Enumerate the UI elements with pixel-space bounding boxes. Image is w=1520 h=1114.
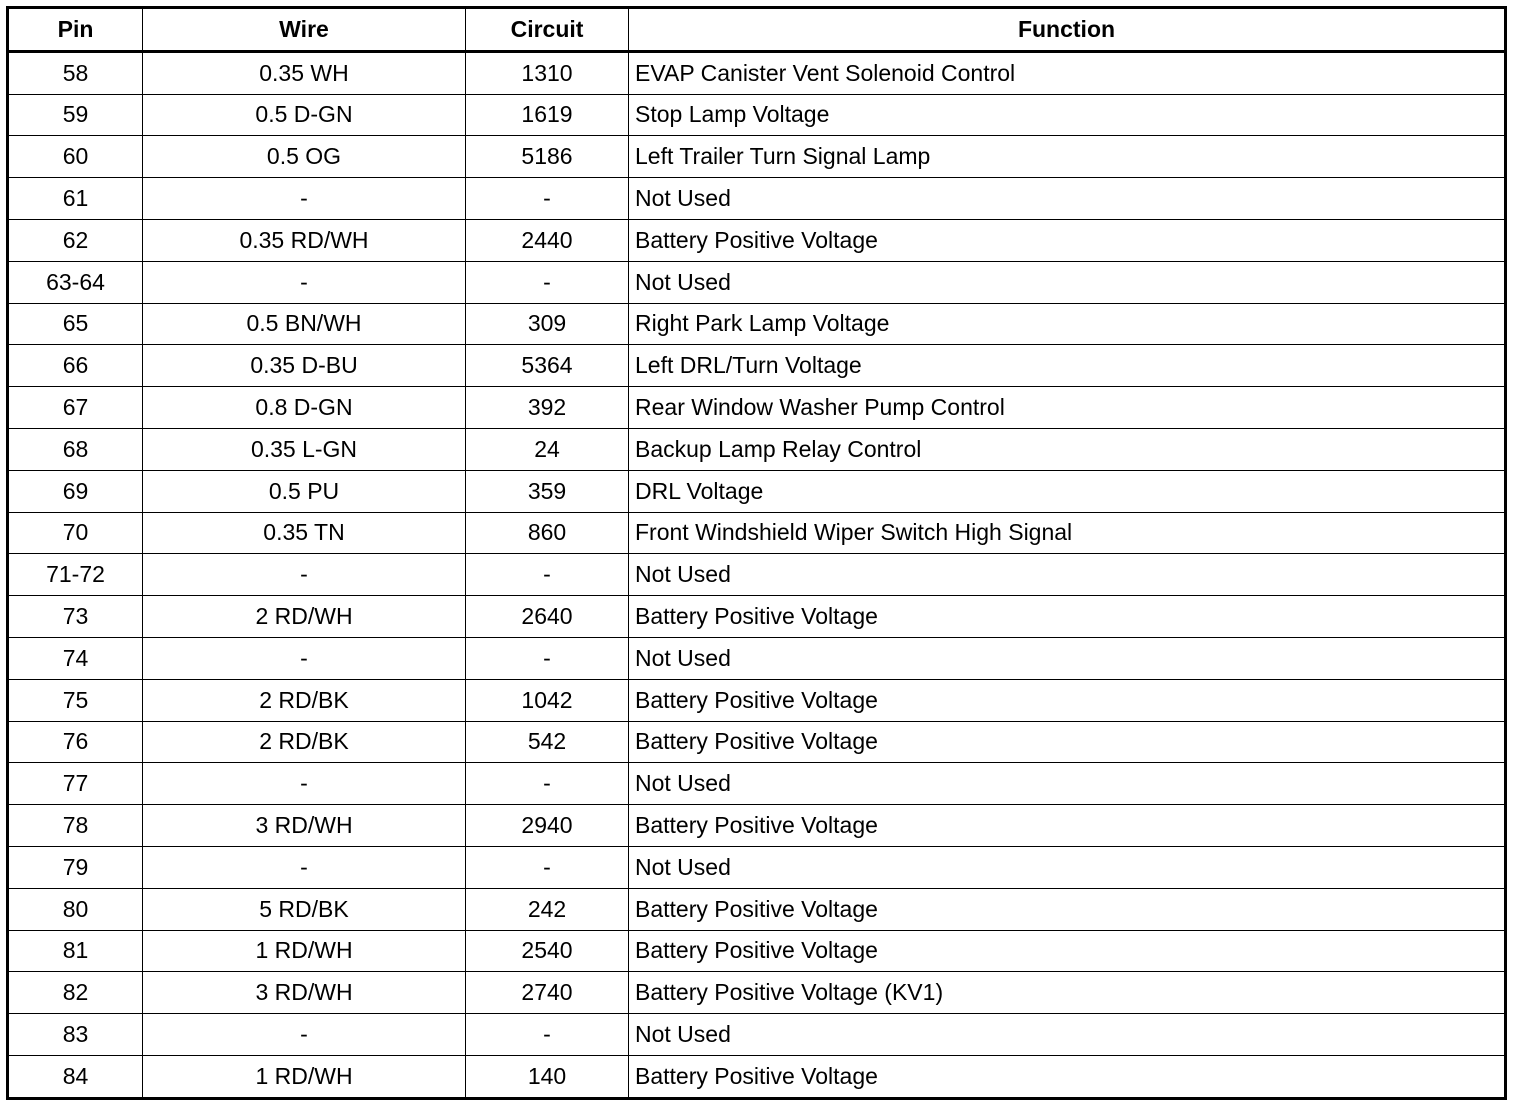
cell-function: Battery Positive Voltage	[629, 805, 1506, 847]
cell-wire: 2 RD/WH	[143, 596, 466, 638]
cell-wire: 0.35 L-GN	[143, 428, 466, 470]
table-row	[8, 1055, 1506, 1098]
cell-circuit: -	[466, 1014, 629, 1056]
cell-wire: -	[143, 261, 466, 303]
cell-pin: 77	[8, 763, 143, 805]
cell-pin: 83	[8, 1014, 143, 1056]
table-body	[8, 51, 1506, 1098]
cell-circuit: -	[466, 261, 629, 303]
table-row	[8, 930, 1506, 972]
cell-pin: 81	[8, 930, 143, 972]
cell-circuit: -	[466, 763, 629, 805]
cell-circuit: 359	[466, 470, 629, 512]
cell-circuit: 860	[466, 512, 629, 554]
header-row	[8, 8, 1506, 52]
cell-wire: -	[143, 1014, 466, 1056]
cell-pin: 84	[8, 1055, 143, 1098]
cell-wire: -	[143, 637, 466, 679]
table-row	[8, 94, 1506, 136]
cell-wire: -	[143, 846, 466, 888]
table-row	[8, 178, 1506, 220]
cell-wire: 2 RD/BK	[143, 721, 466, 763]
cell-function: Stop Lamp Voltage	[629, 94, 1506, 136]
cell-circuit: 2540	[466, 930, 629, 972]
cell-function: Battery Positive Voltage	[629, 888, 1506, 930]
table-row	[8, 345, 1506, 387]
cell-function: Not Used	[629, 554, 1506, 596]
column-header-pin: Pin	[8, 8, 143, 52]
table-row	[8, 721, 1506, 763]
table-row	[8, 1014, 1506, 1056]
table-row	[8, 51, 1506, 94]
table-row	[8, 219, 1506, 261]
cell-pin: 65	[8, 303, 143, 345]
table-row	[8, 846, 1506, 888]
cell-wire: 1 RD/WH	[143, 1055, 466, 1098]
cell-function: Not Used	[629, 1014, 1506, 1056]
cell-pin: 75	[8, 679, 143, 721]
cell-wire: 0.5 OG	[143, 136, 466, 178]
cell-pin: 61	[8, 178, 143, 220]
cell-pin: 82	[8, 972, 143, 1014]
column-header-circuit: Circuit	[466, 8, 629, 52]
cell-circuit: 24	[466, 428, 629, 470]
cell-pin: 67	[8, 387, 143, 429]
cell-pin: 58	[8, 51, 143, 94]
cell-circuit: 2640	[466, 596, 629, 638]
cell-wire: 3 RD/WH	[143, 972, 466, 1014]
table-row	[8, 763, 1506, 805]
cell-function: Battery Positive Voltage	[629, 1055, 1506, 1098]
cell-function: Backup Lamp Relay Control	[629, 428, 1506, 470]
cell-pin: 68	[8, 428, 143, 470]
cell-function: Left Trailer Turn Signal Lamp	[629, 136, 1506, 178]
cell-pin: 71-72	[8, 554, 143, 596]
cell-circuit: 2940	[466, 805, 629, 847]
cell-function: Not Used	[629, 261, 1506, 303]
cell-circuit: 140	[466, 1055, 629, 1098]
table-row	[8, 512, 1506, 554]
table-row	[8, 136, 1506, 178]
cell-circuit: 5364	[466, 345, 629, 387]
cell-circuit: 392	[466, 387, 629, 429]
cell-function: Not Used	[629, 846, 1506, 888]
cell-pin: 73	[8, 596, 143, 638]
cell-function: EVAP Canister Vent Solenoid Control	[629, 51, 1506, 94]
cell-function: Front Windshield Wiper Switch High Signal	[629, 512, 1506, 554]
cell-pin: 66	[8, 345, 143, 387]
cell-circuit: -	[466, 637, 629, 679]
cell-circuit: 542	[466, 721, 629, 763]
connector-pinout-table	[6, 6, 1507, 1100]
cell-wire: 0.5 BN/WH	[143, 303, 466, 345]
cell-wire: -	[143, 554, 466, 596]
table-row	[8, 596, 1506, 638]
cell-pin: 62	[8, 219, 143, 261]
cell-wire: -	[143, 763, 466, 805]
table-row	[8, 637, 1506, 679]
table-row	[8, 972, 1506, 1014]
cell-circuit: 5186	[466, 136, 629, 178]
cell-function: Battery Positive Voltage	[629, 219, 1506, 261]
cell-circuit: -	[466, 178, 629, 220]
cell-circuit: 1619	[466, 94, 629, 136]
cell-circuit: 2740	[466, 972, 629, 1014]
table-row	[8, 554, 1506, 596]
cell-function: Battery Positive Voltage	[629, 721, 1506, 763]
cell-function: Battery Positive Voltage	[629, 930, 1506, 972]
table-row	[8, 888, 1506, 930]
table-row	[8, 805, 1506, 847]
cell-circuit: 242	[466, 888, 629, 930]
cell-circuit: -	[466, 554, 629, 596]
cell-function: DRL Voltage	[629, 470, 1506, 512]
table-row	[8, 679, 1506, 721]
cell-pin: 80	[8, 888, 143, 930]
cell-function: Battery Positive Voltage (KV1)	[629, 972, 1506, 1014]
cell-wire: 0.5 D-GN	[143, 94, 466, 136]
table-row	[8, 428, 1506, 470]
cell-wire: 0.5 PU	[143, 470, 466, 512]
cell-function: Battery Positive Voltage	[629, 596, 1506, 638]
cell-circuit: 1310	[466, 51, 629, 94]
cell-wire: 5 RD/BK	[143, 888, 466, 930]
cell-pin: 63-64	[8, 261, 143, 303]
cell-circuit: 1042	[466, 679, 629, 721]
cell-wire: 0.35 WH	[143, 51, 466, 94]
cell-function: Not Used	[629, 763, 1506, 805]
column-header-wire: Wire	[143, 8, 466, 52]
cell-function: Left DRL/Turn Voltage	[629, 345, 1506, 387]
cell-circuit: 309	[466, 303, 629, 345]
cell-function: Battery Positive Voltage	[629, 679, 1506, 721]
cell-wire: 0.35 D-BU	[143, 345, 466, 387]
table-row	[8, 261, 1506, 303]
cell-pin: 59	[8, 94, 143, 136]
cell-function: Rear Window Washer Pump Control	[629, 387, 1506, 429]
cell-circuit: -	[466, 846, 629, 888]
cell-pin: 78	[8, 805, 143, 847]
cell-function: Not Used	[629, 637, 1506, 679]
cell-wire: 1 RD/WH	[143, 930, 466, 972]
cell-pin: 60	[8, 136, 143, 178]
cell-wire: -	[143, 178, 466, 220]
cell-circuit: 2440	[466, 219, 629, 261]
cell-pin: 70	[8, 512, 143, 554]
cell-wire: 0.35 TN	[143, 512, 466, 554]
table-row	[8, 470, 1506, 512]
cell-function: Not Used	[629, 178, 1506, 220]
table-header	[8, 8, 1506, 52]
cell-pin: 69	[8, 470, 143, 512]
cell-wire: 0.8 D-GN	[143, 387, 466, 429]
cell-pin: 74	[8, 637, 143, 679]
cell-pin: 79	[8, 846, 143, 888]
table-row	[8, 303, 1506, 345]
cell-wire: 3 RD/WH	[143, 805, 466, 847]
cell-wire: 0.35 RD/WH	[143, 219, 466, 261]
cell-pin: 76	[8, 721, 143, 763]
column-header-function: Function	[629, 8, 1506, 52]
cell-function: Right Park Lamp Voltage	[629, 303, 1506, 345]
cell-wire: 2 RD/BK	[143, 679, 466, 721]
table-row	[8, 387, 1506, 429]
